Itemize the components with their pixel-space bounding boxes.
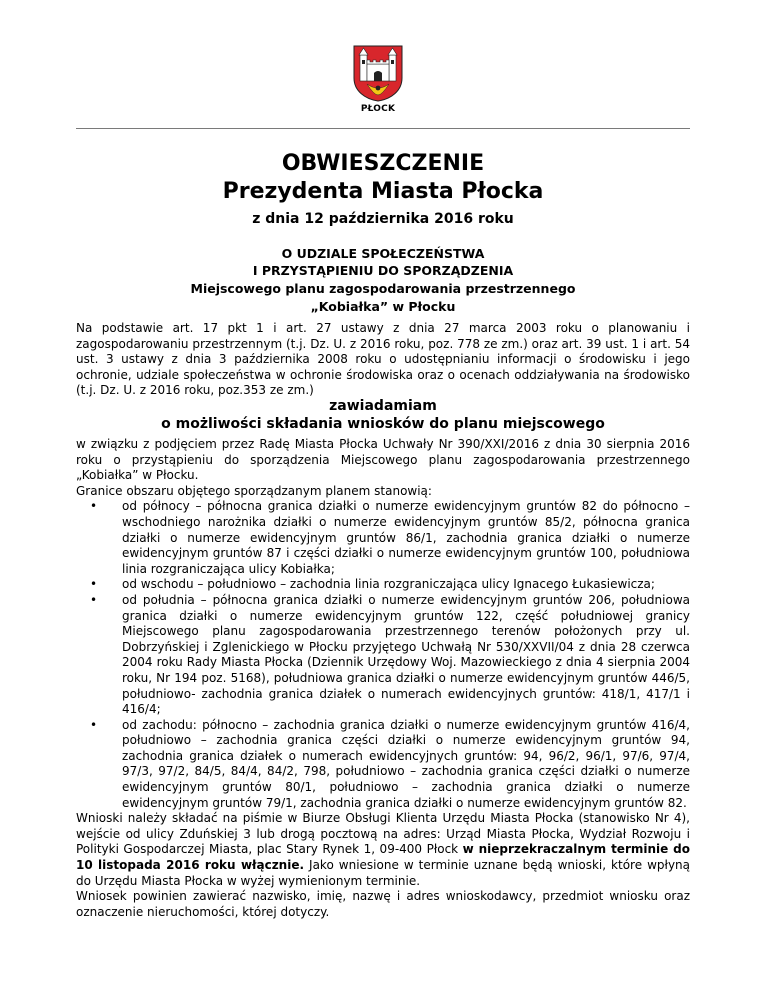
submission-text: Wnioski należy składać na piśmie w Biurze Obsługi Klienta Urzędu Miasta Płocka (stanowisko Nr 4), wejście od ulicy Zduńskiej 3 lub drogą pocztową na adres: Urząd Miasta Płocka, Wydział Rozwoju i Polityki Gospodarczej Miasta, plac Stary Rynek 1, 09-400 Płock	[76, 811, 690, 857]
notice-subheading: o możliwości składania wniosków do planu miejscowego	[161, 416, 605, 432]
subject-line-2: I PRZYSTĄPIENIU DO SPORZĄDZENIA	[252, 263, 514, 278]
submission-paragraph	[76, 811, 690, 889]
boundaries-list	[76, 499, 690, 811]
bullet-icon: •	[90, 499, 98, 514]
document-title: OBWIESZCZENIE	[281, 151, 485, 176]
resolution-paragraph: w związku z podjęciem przez Radę Miasta Płocka Uchwały Nr 390/XXI/2016 z dnia 30 sierpnia 2016 roku o przystąpieniu do sporządzenia Miejscowego planu zagospodarowania przestrzennego „Kobiałka” w Płocku.	[76, 437, 690, 483]
list-item	[76, 499, 690, 577]
boundary-north: od północy – północna granica działki o numerze ewidencyjnym gruntów 82 do północno – wschodniego narożnika działki o numerze ewidencyjnym gruntów 85/2, północna granica działki o numerze ewidencyjnym gruntów 86/1, zachodnia granica działki o numerze ewidencyjnym gruntów 87 i części działki o numerze ewidencyjnym gruntów 100, południowa linia rozgraniczająca ulicy Kobiałka;	[122, 499, 690, 576]
boundary-south: od południa – północna granica działki o numerze ewidencyjnym gruntów 206, południowa granica działki o numerze ewidencyjnym gruntów 122, część południowej granicy Miejscowego planu zagospodarowania przestrzennego terenów położonych przy ul. Dobrzyńskiej i Zglenickiego w Płocku przyjętego Uchwałą Nr 530/XXVII/04 z dnia 28 czerwca 2004 roku Rady Miasta Płocka (Dziennik Urzędowy Woj. Mazowieckiego z dnia 4 sierpnia 2004 roku, Nr 194 poz. 5168), południowa granica działki o numerze ewidencyjnym gruntów 446/5, południowo- zachodnia granica działek o numerach ewidencyjnych gruntów: 418/1, 417/1 i 416/4;	[122, 592, 690, 717]
bullet-icon: •	[90, 577, 98, 592]
list-item	[76, 593, 690, 718]
requirements-paragraph: Wniosek powinien zawierać nazwisko, imię, nazwę i adres wnioskodawcy, przedmiot wniosku oraz oznaczenie nieruchomości, której dotyczy.	[76, 889, 690, 919]
main-content	[76, 437, 690, 920]
boundary-east: od wschodu – południowo – zachodnia linia rozgraniczająca ulicy Ignacego Łukasiewicza;	[122, 577, 655, 592]
bullet-icon: •	[90, 592, 98, 607]
document-issuer: Prezydenta Miasta Płocka	[222, 179, 544, 204]
submission-note: Jako wniesione w terminie uznane będą wnioski, które wpłyną do Urzędu Miasta Płocka w wyżej wymienionym terminie.	[76, 858, 691, 888]
submission-deadline: w nieprzekraczalnym terminie do 10 listopada 2016 roku włącznie.	[76, 842, 690, 873]
notice-heading: zawiadamiam	[329, 398, 437, 414]
list-item	[76, 718, 690, 812]
list-item	[76, 577, 690, 593]
subject-line-3: Miejscowego planu zagospodarowania przestrzennego	[190, 281, 576, 296]
plock-coat-of-arms-icon	[352, 44, 404, 102]
subject-line-1: O UDZIALE SPOŁECZEŃSTWA	[281, 246, 485, 261]
bullet-icon: •	[90, 717, 98, 732]
boundaries-intro: Granice obszaru objętego sporządzanym planem stanowią:	[76, 483, 432, 498]
legal-basis-paragraph: Na podstawie art. 17 pkt 1 i art. 27 ustawy z dnia 27 marca 2003 roku o planowaniu i zagospodarowaniu przestrzennym (t.j. Dz. U. z 2016 roku, poz. 778 ze zm.) oraz art. 39 ust. 1 i art. 54 ust. 3 ustawy z dnia 3 października 2008 roku o udostępnianiu informacji o środowisku i jego ochronie, udziale społeczeństwa w ochronie środowiska oraz o ocenach oddziaływania na środowisko (t.j. Dz. U. z 2016 roku, poz.353 ze zm.)	[76, 321, 690, 398]
crest-label: PŁOCK	[360, 104, 396, 114]
subject-line-4: „Kobiałka” w Płocku	[310, 299, 456, 314]
header-divider	[76, 128, 690, 129]
document-date: z dnia 12 października 2016 roku	[252, 211, 514, 227]
boundary-west: od zachodu: północno – zachodnia granica działki o numerze ewidencyjnym gruntów 416/4, południowo – zachodnia granica części działki o numerze ewidencyjnym gruntów 94, zachodnia granica działek o numerach ewidencyjnych gruntów: 94, 96/2, 96/1, 97/6, 97/4, 97/3, 97/2, 84/5, 84/4, 84/2, 798, południowo – zachodnia granica części działki o numerze ewidencyjnym gruntów 80/1, południowo – zachodnia granica działki o numerze ewidencyjnym gruntów 79/1, zachodnia granica działki o numerze ewidencyjnym gruntów 82.	[122, 717, 690, 810]
